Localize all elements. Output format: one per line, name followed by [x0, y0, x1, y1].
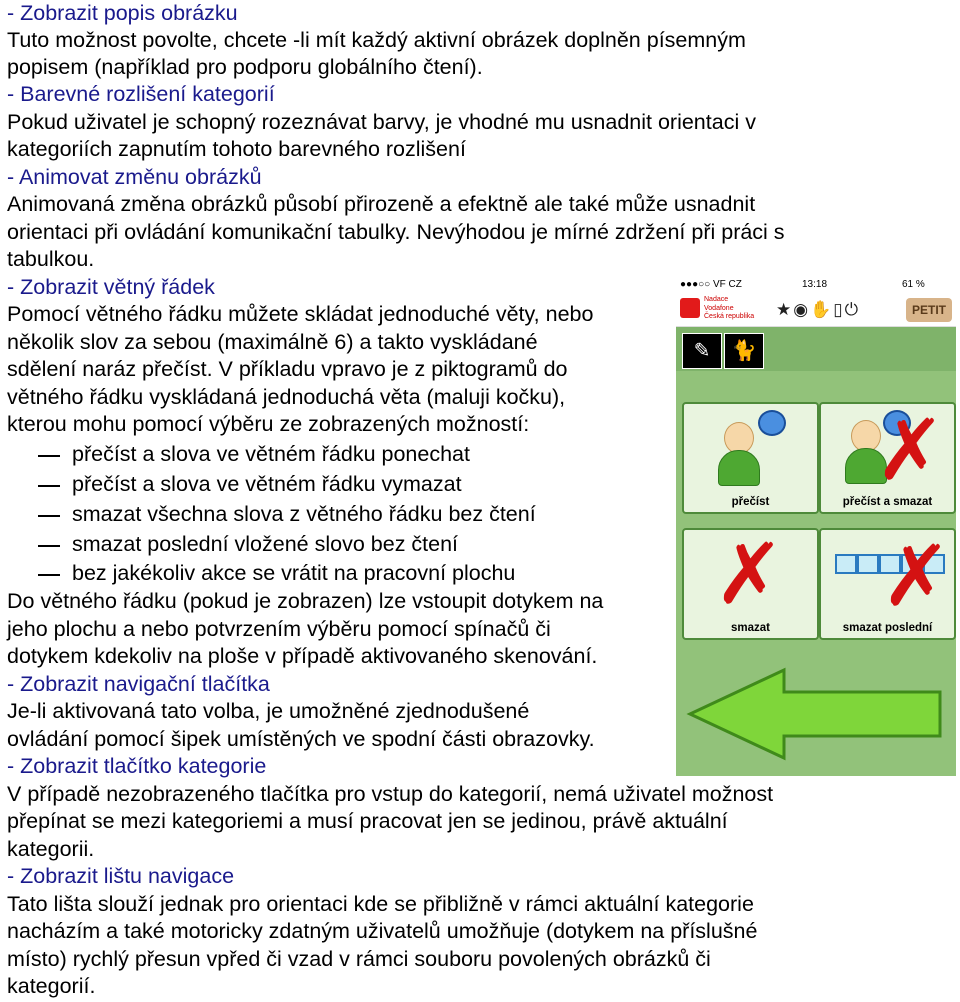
cat-pictogram-icon[interactable]: 🐈	[724, 333, 764, 369]
paragraph-line: Pomocí větného řádku můžete skládat jednoduché věty, nebo	[7, 302, 594, 326]
carrier-label: ●●●○○ VF CZ	[680, 279, 742, 290]
paint-pictogram-icon[interactable]: ✎	[682, 333, 722, 369]
paragraph-line: jeho plochu a nebo potvrzením výběru pomocí spínačů či	[7, 617, 551, 641]
paragraph-line: místo) rychlý přesun vpřed či vzad v rámci souboru povolených obrázků či	[7, 947, 711, 971]
person-body-icon	[718, 450, 760, 486]
cross-icon: ✗	[714, 528, 785, 623]
heading-animovat: - Animovat změnu obrázků	[7, 165, 262, 189]
slot-box-icon	[835, 554, 857, 574]
brand-line: Česká republika	[704, 313, 755, 320]
paragraph-line: Tuto možnost povolte, chcete -li mít každý aktivní obrázek doplněn písemným	[7, 28, 746, 52]
status-bar	[676, 276, 956, 294]
bullet-dash	[38, 515, 60, 517]
paragraph-line: sdělení naráz přečíst. V příkladu vpravo je z piktogramů do	[7, 357, 568, 381]
paragraph-line: V případě nezobrazeného tlačítka pro vstup do kategorií, nemá uživatel možnost	[7, 782, 774, 806]
paragraph-line: Pokud uživatel je schopný rozeznávat barvy, je vhodné mu usnadnit orientaci v	[7, 110, 756, 134]
paragraph-line: Tato lišta slouží jednak pro orientaci kde se přibližně v rámci aktuální kategorie	[7, 892, 754, 916]
heading-barevne: - Barevné rozlišení kategorií	[7, 82, 275, 106]
brand-line: Vodafone	[704, 304, 734, 312]
paragraph-line: kterou mohu pomocí výběru ze zobrazených možností:	[7, 412, 530, 436]
bullet-dash	[38, 574, 60, 576]
bullet-dash	[38, 455, 60, 457]
paragraph-line: přepínat se mezi kategoriemi a musí pracovat jen se jedinou, právě aktuální	[7, 809, 728, 833]
option-item: smazat všechna slova z větného řádku bez čtení	[72, 502, 536, 526]
tile-label: přečíst a smazat	[842, 496, 933, 508]
delete-button[interactable]	[682, 528, 819, 640]
heading-kategorie: - Zobrazit tlačítko kategorie	[7, 754, 267, 778]
cross-icon: ✗	[881, 528, 952, 625]
read-and-delete-button[interactable]	[819, 402, 956, 514]
eye-icon[interactable]: ◉	[793, 300, 811, 319]
star-icon[interactable]: ★	[776, 300, 794, 319]
paragraph-line: tabulkou.	[7, 247, 95, 271]
paragraph-line: nacházím a také motoricky zdatným uživatelů umožňuje (dotykem na příslušné	[7, 919, 758, 943]
paragraph-line: kategorií.	[7, 974, 96, 998]
tile-label: přečíst	[731, 496, 770, 508]
petit-logo: PETIT	[906, 298, 952, 322]
bullet-dash	[38, 485, 60, 487]
option-item: smazat poslední vložené slovo bez čtení	[72, 532, 459, 556]
speech-bubble-icon	[758, 410, 786, 436]
paragraph-line: ovládání pomocí šipek umístěných ve spodní části obrazovky.	[7, 727, 595, 751]
tile-label: smazat	[731, 622, 770, 634]
battery-label: 61 %	[902, 279, 925, 290]
delete-last-button[interactable]	[819, 528, 956, 640]
paragraph-line: kategoriích zapnutím tohoto barevného rozlišení	[7, 137, 466, 161]
bullet-dash	[38, 545, 60, 547]
device-icon[interactable]: ▯	[833, 300, 845, 319]
tile-label: smazat poslední	[842, 622, 933, 634]
hand-icon[interactable]: ✋	[810, 300, 834, 319]
clock-label: 13:18	[802, 279, 828, 290]
power-icon[interactable]: ⏻	[844, 300, 861, 319]
paragraph-line: orientaci při ovládání komunikační tabulky. Nevýhodou je mírné zdržení při práci s	[7, 220, 785, 244]
sentence-row[interactable]	[676, 327, 956, 371]
heading-popis: - Zobrazit popis obrázku	[7, 1, 238, 25]
paragraph-line: několik slov za sebou (maximálně 6) a takto vyskládané	[7, 330, 538, 354]
toolbar-icons[interactable]	[776, 300, 860, 320]
paragraph-line: kategorii.	[7, 837, 95, 861]
brand-line: Nadace	[704, 296, 729, 303]
option-item: přečíst a slova ve větném řádku ponechat	[72, 442, 470, 466]
paragraph-line: Je-li aktivovaná tato volba, je umožněné zjednodušené	[7, 699, 530, 723]
paragraph-line: Do větného řádku (pokud je zobrazen) lze vstoupit dotykem na	[7, 589, 604, 613]
slot-box-icon	[857, 554, 879, 574]
vodafone-logo-icon	[680, 298, 700, 318]
paragraph-line: větného řádku vyskládaná jednoduchá věta (maluji kočku),	[7, 385, 566, 409]
brand-text	[704, 296, 754, 322]
read-button[interactable]	[682, 402, 819, 514]
option-item: bez jakékoliv akce se vrátit na pracovní plochu	[72, 561, 516, 585]
app-header	[676, 294, 956, 327]
paragraph-line: popisem (například pro podporu globálního čtení).	[7, 55, 483, 79]
paragraph-line: dotykem kdekoliv na ploše v případě aktivovaného skenování.	[7, 644, 598, 668]
back-arrow-icon[interactable]	[684, 664, 948, 764]
phone-screenshot	[676, 276, 956, 776]
heading-vetny: - Zobrazit větný řádek	[7, 275, 215, 299]
cross-icon: ✗	[875, 402, 946, 499]
heading-navig: - Zobrazit navigační tlačítka	[7, 672, 270, 696]
paragraph-line: Animovaná změna obrázků působí přirozeně a efektně ale také může usnadnit	[7, 192, 756, 216]
heading-lista: - Zobrazit lištu navigace	[7, 864, 235, 888]
option-item: přečíst a slova ve větném řádku vymazat	[72, 472, 462, 496]
